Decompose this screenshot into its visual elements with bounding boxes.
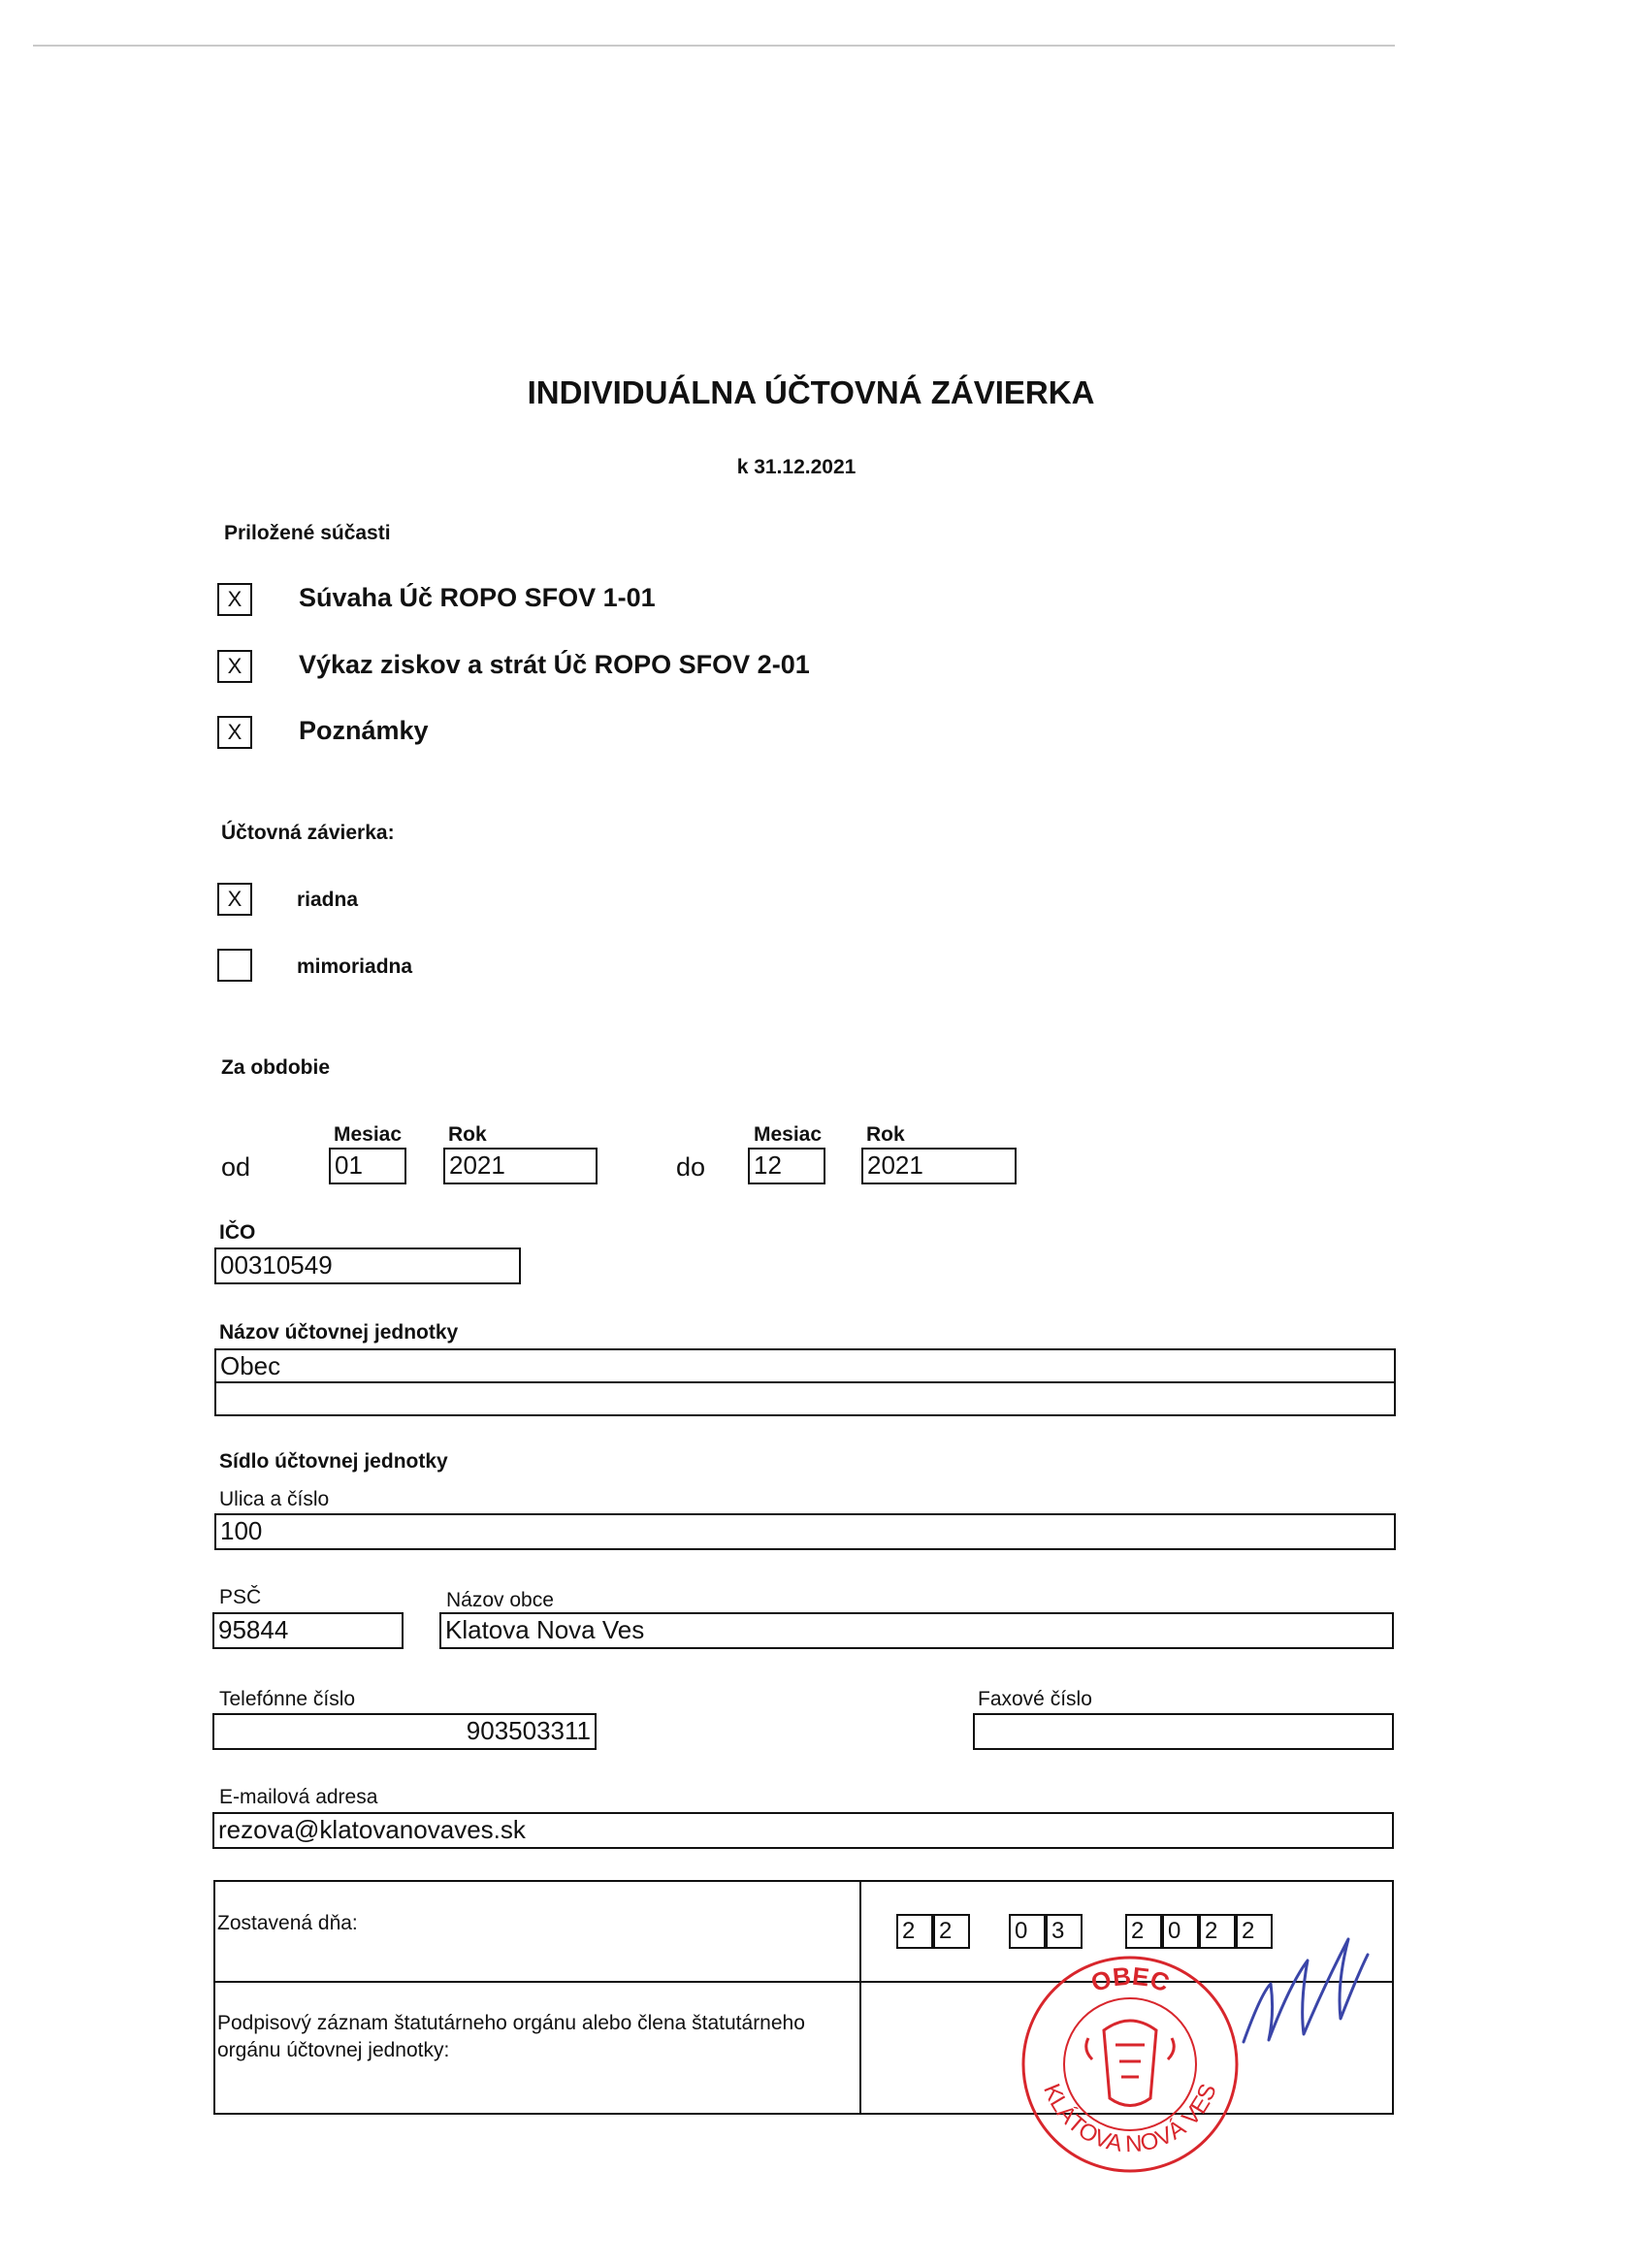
stamp-text-bottom-path: KLÁTOVA NOVÁ VES: [1038, 2080, 1222, 2158]
document-date: k 31.12.2021: [736, 456, 857, 478]
municipal-stamp: [1018, 1953, 1242, 2176]
checkbox-poznamky[interactable]: X: [217, 716, 252, 749]
to-year-field[interactable]: 2021: [861, 1148, 1017, 1184]
top-rule: [33, 45, 1395, 47]
compiled-year-digit-2[interactable]: 0: [1162, 1914, 1199, 1949]
entity-name-label: Názov účtovnej jednotky: [219, 1321, 459, 1344]
fax-label: Faxové číslo: [978, 1688, 1092, 1710]
email-label: E-mailová adresa: [219, 1786, 378, 1808]
fax-field[interactable]: [973, 1713, 1394, 1750]
from-year-field[interactable]: 2021: [443, 1148, 598, 1184]
to-month-field[interactable]: 12: [748, 1148, 825, 1184]
checkbox-vykaz[interactable]: X: [217, 650, 252, 683]
from-month-field[interactable]: 01: [329, 1148, 406, 1184]
compiled-year-digit-3[interactable]: 2: [1199, 1914, 1236, 1949]
compiled-date-label: Zostavená dňa:: [217, 1912, 358, 1934]
to-month-label: Mesiac: [754, 1123, 823, 1146]
option-mimoriadna-label: mimoriadna: [297, 956, 413, 978]
phone-label: Telefónne číslo: [219, 1688, 356, 1710]
compiled-year-digit-4[interactable]: 2: [1236, 1914, 1273, 1949]
checkbox-mimoriadna[interactable]: [217, 949, 252, 982]
to-label: do: [676, 1152, 706, 1182]
stamp-emblem: [1086, 2021, 1175, 2106]
from-year-label: Rok: [448, 1123, 487, 1146]
closing-type-heading: Účtovná závierka:: [221, 822, 395, 844]
stamp-inner-ring: [1064, 1998, 1196, 2130]
from-month-label: Mesiac: [334, 1123, 403, 1146]
compiled-month-digit-2[interactable]: 3: [1046, 1914, 1083, 1949]
signature-label-line2: orgánu účtovnej jednotky:: [217, 2039, 450, 2061]
phone-field[interactable]: 903503311: [212, 1713, 597, 1750]
street-field[interactable]: 100: [214, 1513, 1396, 1550]
entity-name-line2[interactable]: [214, 1381, 1396, 1416]
attachment-vykaz-label: Výkaz ziskov a strát Úč ROPO SFOV 2-01: [299, 650, 810, 679]
stamp-text-top: [1087, 1961, 1174, 1998]
signature-scribble: [1232, 1926, 1377, 2052]
document-title: INDIVIDUÁLNA ÚČTOVNÁ ZÁVIERKA: [527, 374, 1095, 410]
checkbox-suvaha[interactable]: X: [217, 583, 252, 616]
ico-label: IČO: [219, 1221, 256, 1244]
period-heading: Za obdobie: [221, 1056, 330, 1079]
psc-field[interactable]: 95844: [212, 1612, 404, 1649]
checkbox-riadna[interactable]: X: [217, 883, 252, 916]
attachment-poznamky-label: Poznámky: [299, 716, 429, 745]
compiled-year-digit-1[interactable]: 2: [1125, 1914, 1162, 1949]
attachments-heading: Priložené súčasti: [224, 522, 391, 544]
compiled-month-digit-1[interactable]: 0: [1009, 1914, 1046, 1949]
attachment-suvaha-label: Súvaha Úč ROPO SFOV 1-01: [299, 583, 656, 612]
from-label: od: [221, 1152, 251, 1182]
street-label: Ulica a číslo: [219, 1488, 330, 1510]
town-field[interactable]: Klatova Nova Ves: [439, 1612, 1394, 1649]
option-riadna-label: riadna: [297, 889, 359, 911]
entity-name-line1[interactable]: Obec: [214, 1348, 1396, 1383]
to-year-label: Rok: [866, 1123, 905, 1146]
town-label: Názov obce: [446, 1589, 554, 1611]
stamp-text-top-path: OBEC: [1086, 1960, 1174, 1998]
compiled-day-digit-2[interactable]: 2: [933, 1914, 970, 1949]
psc-label: PSČ: [219, 1586, 262, 1608]
seat-heading: Sídlo účtovnej jednotky: [219, 1450, 448, 1473]
email-field[interactable]: rezova@klatovanovaves.sk: [212, 1812, 1394, 1849]
compiled-day-digit-1[interactable]: 2: [896, 1914, 933, 1949]
signature-stroke: [1244, 1939, 1368, 2042]
stamp-text-bottom: [1038, 2080, 1222, 2157]
signature-table-divider-vertical: [859, 1880, 861, 2115]
signature-label-line1: Podpisový záznam štatutárneho orgánu alebo člena štatutárneho: [217, 2012, 805, 2034]
ico-field[interactable]: 00310549: [214, 1247, 521, 1284]
